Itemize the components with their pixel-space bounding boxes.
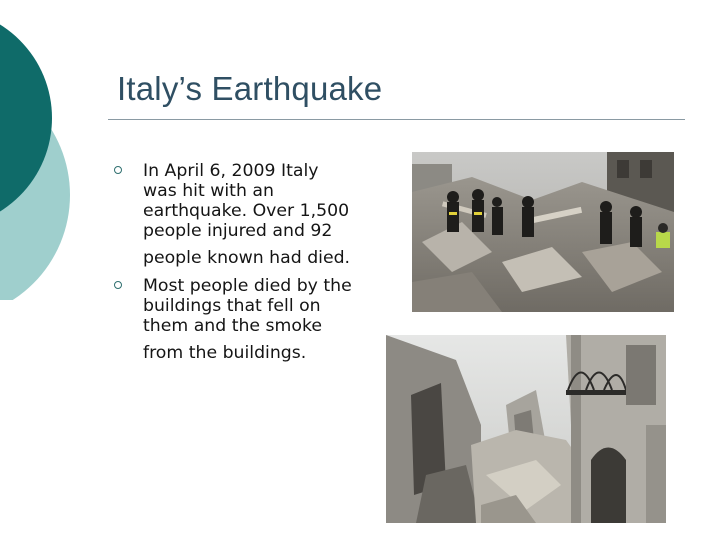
collapsed-stone-buildings-photo [386,335,666,523]
bullet-1-line-4: people injured and 92 [143,221,333,241]
rescue-workers-in-rubble-photo [412,152,674,312]
bullet-circle-icon [114,166,122,174]
title-divider [108,119,685,120]
bullet-1-line-5: people known had died. [143,248,351,268]
bullet-2-line-1: Most people died by the [143,276,352,296]
bullet-list [114,161,384,371]
bullet-1-line-3: earthquake. Over 1,500 [143,201,350,221]
decorative-circles [0,0,110,300]
bullet-1-line-1: In April 6, 2009 Italy [143,161,319,181]
bullet-2-line-4: from the buildings. [143,343,307,363]
bullet-2-line-3: them and the smoke [143,316,322,336]
slide-title: Italy’s Earthquake [117,70,383,107]
bullet-1-line-2: was hit with an [143,181,274,201]
bullet-item-1 [114,161,384,268]
bullet-circle-icon [114,281,122,289]
bullet-2-line-2: buildings that fell on [143,296,321,316]
bullet-item-2 [114,276,384,363]
